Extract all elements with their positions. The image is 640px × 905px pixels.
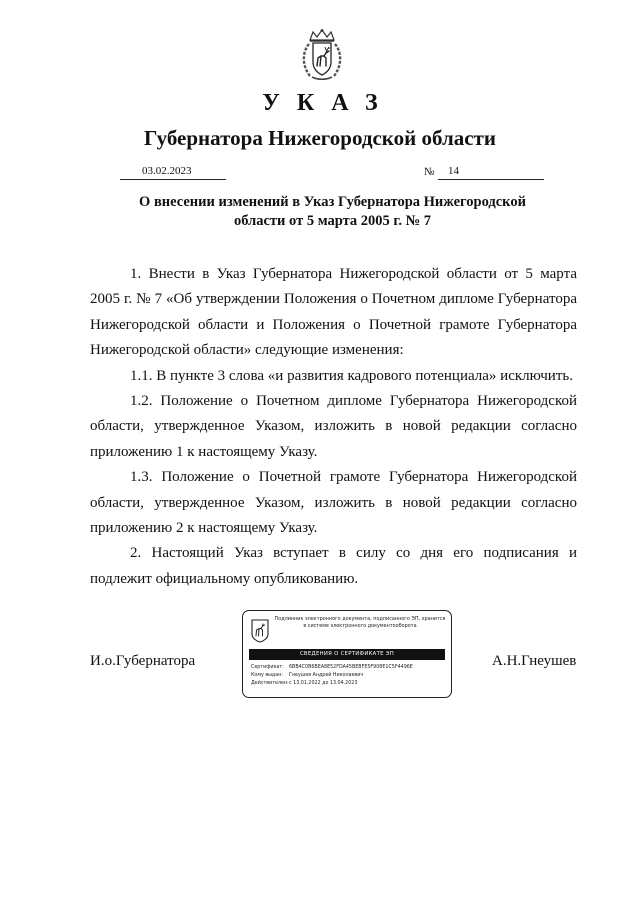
coat-of-arms-icon (300, 28, 344, 82)
registration-number-value: 14 (448, 165, 459, 177)
body-paragraph: 1.2. Положение о Почетном дипломе Губернатора Нижегородской области, утвержденное Указом, изложить в новой редакции согласно приложению 1 к настоящему Указу. (90, 393, 577, 460)
stamp-certificate-label: Сертификат: (251, 665, 284, 670)
stamp-certificate-value: 6BB4C0B6BEA8E52FDA45BEBFE5F908E1C5F4496E (289, 665, 413, 670)
signatory-role: И.о.Губернатора (90, 653, 196, 669)
document-subject: О внесении изменений в Указ Губернатора Нижегородской области от 5 марта 2005 г. № 7 (139, 194, 526, 229)
number-underline (438, 179, 544, 180)
stamp-issued-to-label: Кому выдан: (251, 673, 283, 678)
registration-number (438, 165, 544, 177)
stamp-title: СВЕДЕНИЯ О СЕРТИФИКАТЕ ЭП (249, 649, 445, 660)
stamp-issued-to-value: Гнеушев Андрей Николаевич (289, 673, 364, 678)
document-type: УКАЗ (262, 90, 395, 116)
stamp-valid-label: Действителен: (251, 681, 289, 686)
stamp-note: Подлинник электронного документа, подписанного ЭП, хранится в системе электронного документооборота (274, 616, 446, 629)
registration-date (120, 165, 226, 177)
stamp-valid-value: с 13.01.2022 до 13.04.2023 (289, 681, 358, 686)
body-paragraph: 1.1. В пункте 3 слова «и развития кадрового потенциала» исключить. (130, 367, 573, 384)
stamp-valid-row (251, 680, 357, 687)
signatory-name: А.Н.Гнеушев (492, 653, 577, 669)
stamp-issued-to-row (251, 672, 363, 679)
document-body (90, 262, 577, 592)
body-paragraph: 1.3. Положение о Почетной грамоте Губернатора Нижегородской области, утвержденное Указом, изложить в новой редакции согласно приложению 2 к настоящему Указу. (90, 469, 577, 537)
stamp-certificate-row (251, 664, 413, 671)
emblem-icon (251, 617, 269, 643)
registration-number-label: № (424, 166, 435, 178)
electronic-signature-stamp (242, 610, 452, 698)
body-paragraph: 2. Настоящий Указ вступает в силу со дня его подписания и подлежит официальному опубликованию. (90, 545, 577, 587)
date-underline (120, 179, 226, 180)
document-issuer: Губернатора Нижегородской области (144, 126, 496, 150)
registration-date-value: 03.02.2023 (142, 165, 192, 177)
body-paragraph: 1. Внести в Указ Губернатора Нижегородской области от 5 марта 2005 г. № 7 «Об утверждении Положения о Почетном дипломе Губернатора Нижегородской области и Положения о Почетной грамоте Губернатора Нижегородской области» следующие изменения: (90, 266, 577, 359)
